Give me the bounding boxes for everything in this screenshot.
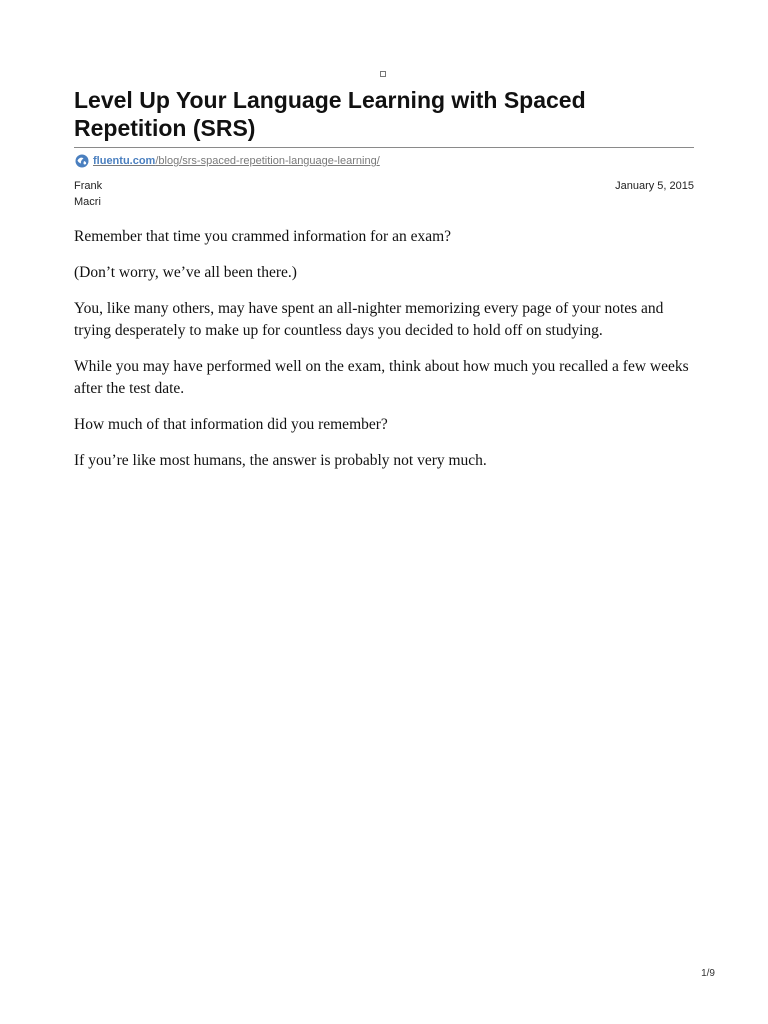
page-number: 1/9 — [701, 968, 715, 979]
paragraph: You, like many others, may have spent an all-nighter memorizing every page of your notes and trying desperately to make up for countless days you decided to hold off on studying. — [74, 300, 664, 339]
source-path: /blog/srs-spaced-repetition-language-learning/ — [155, 155, 380, 167]
source-domain: fluentu.com — [93, 155, 156, 167]
paragraph: (Don’t worry, we’ve all been there.) — [74, 264, 297, 281]
source-url[interactable] — [93, 155, 380, 167]
paragraph: While you may have performed well on the exam, think about how much you recalled a few weeks after the test date. — [74, 358, 689, 397]
paragraph: How much of that information did you remember? — [74, 416, 388, 433]
title-divider — [74, 147, 694, 148]
paragraph: Remember that time you crammed information for an exam? — [74, 228, 452, 245]
publish-date: January 5, 2015 — [615, 180, 694, 192]
page-title: Level Up Your Language Learning with Spaced Repetition (SRS) — [74, 87, 586, 141]
author-name — [74, 178, 102, 210]
top-marker — [380, 71, 386, 77]
article-body — [74, 226, 699, 486]
globe-icon — [74, 153, 90, 169]
author-first-name: Frank — [74, 180, 103, 192]
source-link[interactable] — [74, 153, 380, 169]
author-last-name: Macri — [74, 196, 101, 208]
paragraph: If you’re like most humans, the answer is probably not very much. — [74, 452, 487, 469]
